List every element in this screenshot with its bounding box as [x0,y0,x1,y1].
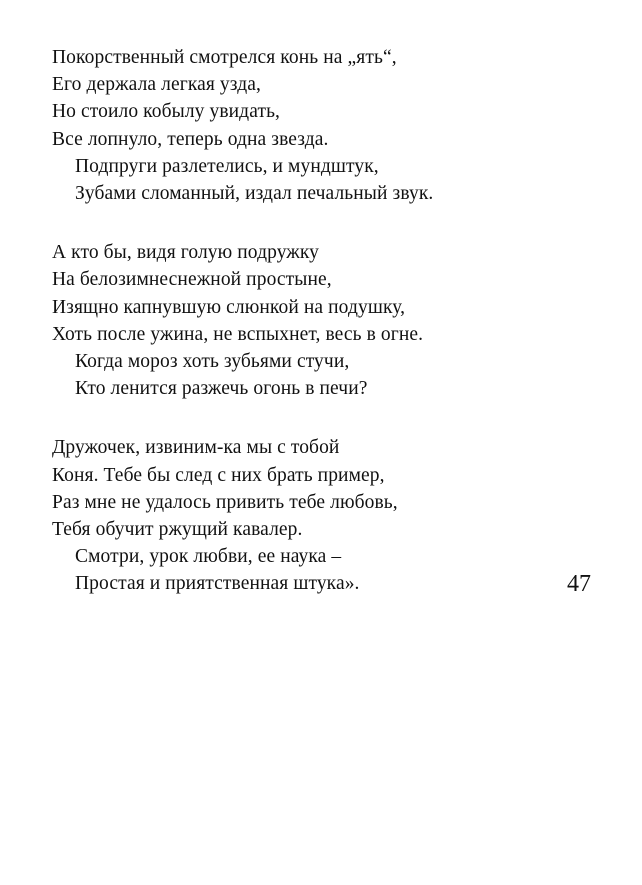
poem-line: Простая и приятственная штука». [75,573,360,595]
poem-line: Хоть после ужина, не вспыхнет, весь в огне. [52,323,424,345]
poem-line: Подпруги разлетелись, и мундштук, [75,155,379,177]
poem-line: Тебя обучит ржущий кавалер. [52,519,303,541]
stanza [52,434,522,597]
stanza [52,239,522,402]
poem-line: Все лопнуло, теперь одна звезда. [52,128,329,150]
poem-line: Коня. Тебе бы след с них брать пример, [52,464,385,486]
poem-line: Раз мне не удалось привить тебе любовь, [52,491,398,513]
poem-line: Когда мороз хоть зубьями стучи, [75,351,350,373]
poem-line: Но стоило кобылу увидать, [52,101,281,123]
stanza [52,44,522,207]
poem-line: Кто ленится разжечь огонь в печи? [75,378,368,400]
poem-line: Зубами сломанный, издал печальный звук. [75,183,434,205]
poem-line: Смотри, урок любви, ее наука – [75,546,342,568]
poem-text [52,44,522,630]
page-number: 47 [567,571,591,597]
poem-line: Покорственный смотрелся конь на „ять“, [52,47,397,68]
poem-line: На белозимнеснежной простыне, [52,269,332,291]
poem-line: Изящно капнувшую слюнкой на подушку, [52,296,406,318]
poem-line: А кто бы, видя голую подружку [52,242,320,264]
poem-line: Дружочек, извиним-ка мы с тобой [52,437,340,459]
poem-line: Его держала легкая узда, [52,74,261,96]
